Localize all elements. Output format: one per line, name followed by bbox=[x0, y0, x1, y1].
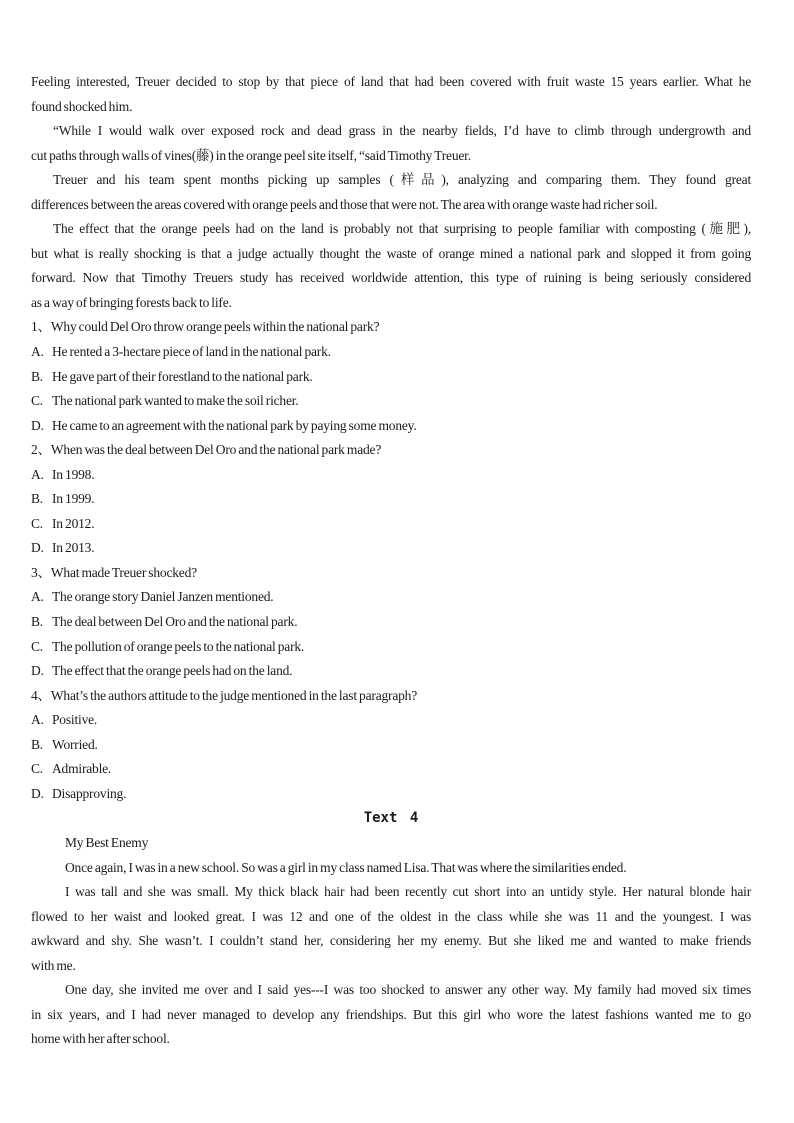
article-line: cut paths through walls of vines(藤) in the orange peel site itself, “said Timothy Treuer. bbox=[31, 147, 471, 163]
story-line: Once again, I was in a new school. So was a girl in my class named Lisa. That was where the similarities ended. bbox=[65, 859, 627, 875]
question-text: Why could Del Oro throw orange peels within the national park? bbox=[50, 319, 380, 335]
story-line: flowed to her waist and looked great. I was 12 and one of the oldest in the class while she was 11 and the youngest. I was bbox=[31, 908, 751, 924]
option-label: A. bbox=[31, 466, 44, 482]
question-line bbox=[31, 561, 751, 586]
story-title: My Best Enemy bbox=[65, 834, 149, 850]
option-label: C. bbox=[31, 638, 43, 654]
article-line: but what is really shocking is that a judge actually thought the waste of orange mined a national park and slopped it from going bbox=[31, 245, 751, 261]
option-line bbox=[31, 487, 751, 512]
option-label: A. bbox=[31, 712, 44, 728]
article-line: The effect that the orange peels had on the land is probably not that surprising to people familiar with composting (施肥), bbox=[53, 221, 751, 237]
question-line bbox=[31, 438, 751, 463]
option-text: He rented a 3-hectare piece of land in the national park. bbox=[52, 344, 331, 360]
question-text: What’s the authors attitude to the judge mentioned in the last paragraph? bbox=[50, 687, 418, 703]
option-text: In 1998. bbox=[52, 466, 95, 482]
article-line: “While I would walk over exposed rock and dead grass in the nearby fields, I’d have to climb through undergrowth and bbox=[53, 123, 751, 139]
page-content bbox=[31, 70, 751, 1052]
story-line: awkward and shy. She wasn’t. I couldn’t stand her, considering her my enemy. But she liked me and wanted to make friends bbox=[31, 933, 751, 949]
option-label: C. bbox=[31, 393, 43, 409]
option-line bbox=[31, 512, 751, 537]
option-label: B. bbox=[31, 491, 43, 507]
question-text: What made Treuer shocked? bbox=[50, 564, 197, 580]
option-text: In 2012. bbox=[52, 515, 95, 531]
option-label: B. bbox=[31, 614, 43, 630]
option-label: D. bbox=[31, 540, 44, 556]
question-number: 3、 bbox=[31, 564, 51, 580]
option-label: D. bbox=[31, 663, 44, 679]
option-text: The national park wanted to make the soil richer. bbox=[52, 393, 299, 409]
option-line bbox=[31, 659, 751, 684]
option-line bbox=[31, 365, 751, 390]
option-line bbox=[31, 389, 751, 414]
story-line: in six years, and I had never managed to develop any friendships. But this girl who wore the latest fashions wanted me to go bbox=[31, 1006, 751, 1022]
option-text: The pollution of orange peels to the national park. bbox=[52, 638, 305, 654]
option-text: The orange story Daniel Janzen mentioned. bbox=[52, 589, 274, 605]
article-line: Feeling interested, Treuer decided to stop by that piece of land that had been covered with fruit waste 15 years earlier. What he bbox=[31, 74, 751, 89]
article-line: Treuer and his team spent months picking up samples (样品), analyzing and comparing them. They found great bbox=[53, 172, 751, 188]
option-line bbox=[31, 733, 751, 758]
story-line: home with her after school. bbox=[31, 1031, 170, 1047]
option-label: C. bbox=[31, 515, 43, 531]
question-number: 2、 bbox=[31, 442, 51, 458]
option-line bbox=[31, 463, 751, 488]
question-number: 1、 bbox=[31, 319, 51, 335]
option-line bbox=[31, 414, 751, 439]
option-label: A. bbox=[31, 589, 44, 605]
option-line bbox=[31, 782, 751, 807]
option-label: A. bbox=[31, 344, 44, 360]
option-line bbox=[31, 635, 751, 660]
story-line: with me. bbox=[31, 957, 76, 973]
option-line bbox=[31, 708, 751, 733]
option-text: Disapproving. bbox=[52, 785, 127, 801]
option-line bbox=[31, 340, 751, 365]
option-text: In 1999. bbox=[52, 491, 95, 507]
question-number: 4、 bbox=[31, 687, 51, 703]
option-label: D. bbox=[31, 785, 44, 801]
story-line: One day, she invited me over and I said yes---I was too shocked to answer any other way. My family had moved six times bbox=[65, 982, 751, 998]
article-line: found shocked him. bbox=[31, 98, 133, 114]
question-line bbox=[31, 315, 751, 340]
option-label: D. bbox=[31, 417, 44, 433]
article-line: forward. Now that Timothy Treuers study has received worldwide attention, this type of ruining is being seriously considered bbox=[31, 270, 751, 286]
section-heading: Text 4 bbox=[363, 810, 419, 827]
option-text: Admirable. bbox=[52, 761, 112, 777]
option-text: In 2013. bbox=[52, 540, 95, 556]
question-line bbox=[31, 684, 751, 709]
article-line: differences between the areas covered with orange peels and those that were not. The area with orange waste had richer soil. bbox=[31, 196, 658, 212]
option-line bbox=[31, 757, 751, 782]
option-text: The deal between Del Oro and the national park. bbox=[52, 614, 298, 630]
option-text: The effect that the orange peels had on the land. bbox=[52, 663, 293, 679]
option-label: C. bbox=[31, 761, 43, 777]
story-line: I was tall and she was small. My thick black hair had been recently cut short into an untidy style. Her natural blonde hair bbox=[65, 884, 751, 900]
option-line bbox=[31, 536, 751, 561]
option-text: Positive. bbox=[52, 712, 98, 728]
option-text: Worried. bbox=[52, 736, 98, 752]
option-label: B. bbox=[31, 736, 43, 752]
option-label: B. bbox=[31, 368, 43, 384]
option-line bbox=[31, 610, 751, 635]
option-text: He gave part of their forestland to the national park. bbox=[52, 368, 313, 384]
article-line: as a way of bringing forests back to life. bbox=[31, 294, 232, 310]
option-line bbox=[31, 585, 751, 610]
option-text: He came to an agreement with the national park by paying some money. bbox=[52, 417, 417, 433]
question-text: When was the deal between Del Oro and the national park made? bbox=[50, 442, 382, 458]
